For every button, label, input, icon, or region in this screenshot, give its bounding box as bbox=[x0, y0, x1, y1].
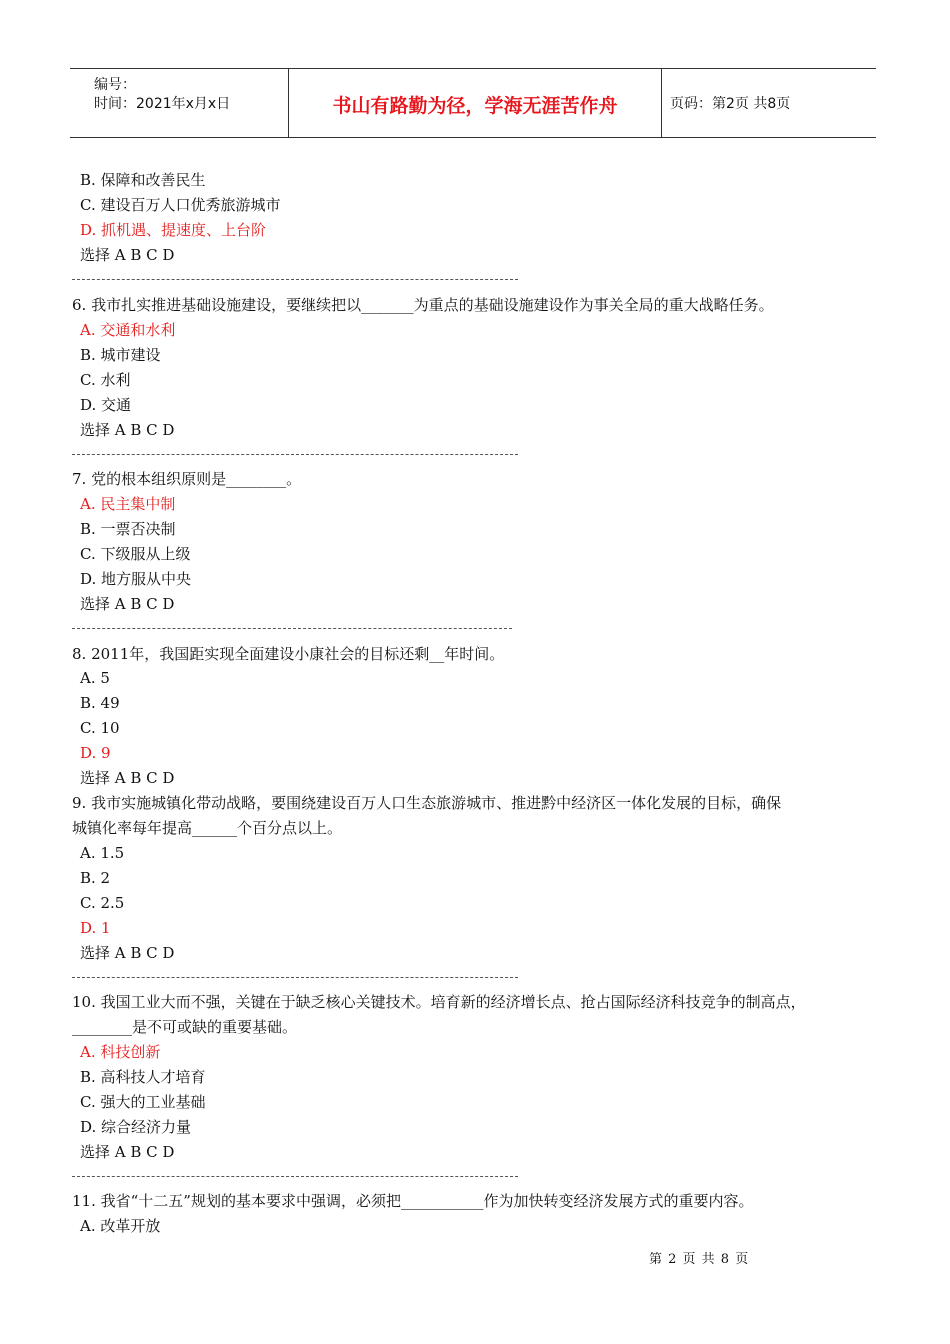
question-stem: 6. 我市扎实推进基础设施建设，要继续把以_______为重点的基础设施建设作为事关全局的重大战略任务。 bbox=[72, 296, 774, 314]
select-row: 选择 A B C D bbox=[80, 944, 175, 962]
option-c: C. 建设百万人口优秀旅游城市 bbox=[80, 196, 281, 214]
page-header bbox=[70, 68, 876, 138]
time-label: 时间：2021年x月x日 bbox=[94, 96, 231, 112]
option-b: B. 49 bbox=[80, 694, 120, 712]
header-page-cell bbox=[660, 69, 876, 137]
page-number-label: 页码：第2页 共8页 bbox=[670, 96, 791, 112]
option-a-correct: A. 民主集中制 bbox=[80, 495, 176, 513]
option-b: B. 保障和改善民生 bbox=[80, 171, 206, 189]
option-c: C. 10 bbox=[80, 719, 120, 737]
select-row: 选择 A B C D bbox=[80, 595, 175, 613]
option-c: C. 下级服从上级 bbox=[80, 545, 191, 563]
motto: 书山有路勤为径，学海无涯苦作舟 bbox=[332, 95, 618, 117]
separator-line bbox=[72, 454, 518, 455]
question-stem-continued: 城镇化率每年提高______个百分点以上。 bbox=[72, 819, 343, 837]
select-row: 选择 A B C D bbox=[80, 421, 175, 439]
serial-label: 编号： bbox=[94, 77, 136, 93]
option-b: B. 一票否决制 bbox=[80, 520, 176, 538]
option-a: A. 5 bbox=[80, 669, 110, 687]
option-b: B. 高科技人才培育 bbox=[80, 1068, 206, 1086]
option-c: C. 强大的工业基础 bbox=[80, 1093, 206, 1111]
question-stem-continued: ________是不可或缺的重要基础。 bbox=[72, 1018, 298, 1036]
option-b: B. 城市建设 bbox=[80, 346, 161, 364]
separator-line bbox=[72, 1176, 518, 1177]
header-motto-cell bbox=[288, 69, 662, 137]
question-stem: 7. 党的根本组织原则是________。 bbox=[72, 470, 302, 488]
option-a-correct: A. 科技创新 bbox=[80, 1043, 161, 1061]
option-a: A. 改革开放 bbox=[80, 1217, 161, 1235]
question-stem: 9. 我市实施城镇化带动战略，要围绕建设百万人口生态旅游城市、推进黔中经济区一体化发展的目标，确保 bbox=[72, 794, 782, 812]
select-row: 选择 A B C D bbox=[80, 246, 175, 264]
page-footer: 第 2 页 共 8 页 bbox=[649, 1252, 750, 1267]
option-d-correct: D. 1 bbox=[80, 919, 111, 937]
select-row: 选择 A B C D bbox=[80, 769, 175, 787]
separator-line bbox=[72, 279, 518, 280]
option-d-correct: D. 抓机遇、提速度、上台阶 bbox=[80, 221, 267, 239]
question-stem: 11. 我省“十二五”规划的基本要求中强调，必须把___________作为加快转变经济发展方式的重要内容。 bbox=[72, 1192, 754, 1210]
separator-line bbox=[72, 977, 518, 978]
option-d-correct: D. 9 bbox=[80, 744, 111, 762]
select-row: 选择 A B C D bbox=[80, 1143, 175, 1161]
question-stem: 10. 我国工业大而不强，关键在于缺乏核心关键技术。培育新的经济增长点、抢占国际经济科技竞争的制高点， bbox=[72, 993, 806, 1011]
option-d: D. 地方服从中央 bbox=[80, 570, 192, 588]
option-b: B. 2 bbox=[80, 869, 111, 887]
option-a-correct: A. 交通和水利 bbox=[80, 321, 176, 339]
header-meta-cell bbox=[70, 69, 288, 137]
option-c: C. 水利 bbox=[80, 371, 131, 389]
option-d: D. 交通 bbox=[80, 396, 132, 414]
separator-line bbox=[72, 628, 512, 629]
option-a: A. 1.5 bbox=[80, 844, 125, 862]
option-d: D. 综合经济力量 bbox=[80, 1118, 192, 1136]
question-stem: 8. 2011年，我国距实现全面建设小康社会的目标还剩__年时间。 bbox=[72, 645, 505, 663]
option-c: C. 2.5 bbox=[80, 894, 125, 912]
